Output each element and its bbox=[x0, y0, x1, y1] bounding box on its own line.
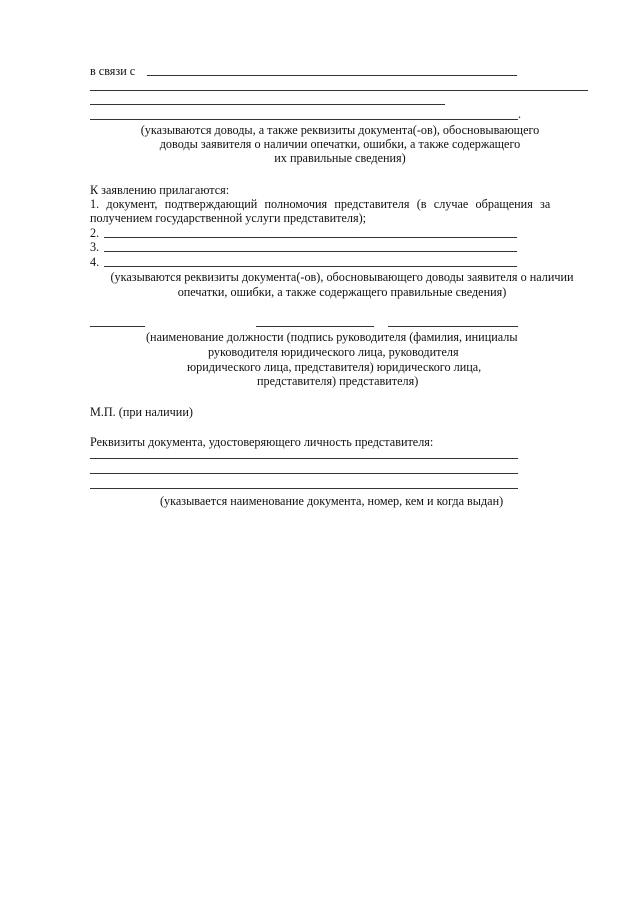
reason-note-line-2: доводы заявителя о наличии опечатки, ошибки, а также содержащего bbox=[159, 137, 521, 151]
attachments-note-line-2: опечатки, ошибки, а также содержащего правильные сведения) bbox=[177, 285, 507, 299]
identity-line-3 bbox=[90, 488, 518, 489]
signature-note-line-2: руководителя юридического лица, руководителя bbox=[208, 345, 459, 359]
attachments-note-line-1: (указываются реквизиты документа(-ов), обосновывающего доводы заявителя о наличии bbox=[110, 270, 574, 284]
reason-line-2 bbox=[90, 90, 588, 91]
full-name-line bbox=[388, 326, 518, 327]
attachment-item-4-label: 4. bbox=[90, 255, 100, 269]
identity-note: (указывается наименование документа, номер, кем и когда выдан) bbox=[160, 494, 504, 508]
reason-line-4 bbox=[90, 119, 518, 120]
attachments-heading: К заявлению прилагаются: bbox=[90, 183, 230, 197]
attachment-item-1-line-1: 1. документ, подтверждающий полномочия представителя (в случае обращения за bbox=[90, 197, 551, 211]
reason-note-line-1: (указываются доводы, а также реквизиты документа(-ов), обосновывающего bbox=[140, 123, 540, 137]
attachment-item-2-label: 2. bbox=[90, 226, 100, 240]
stamp-text: М.П. (при наличии) bbox=[90, 405, 193, 419]
signature-note-line-1: (наименование должности (подпись руководителя (фамилия, инициалы bbox=[146, 330, 518, 344]
identity-heading: Реквизиты документа, удостоверяющего личность представителя: bbox=[90, 435, 434, 449]
attachment-item-3-label: 3. bbox=[90, 240, 100, 254]
attachment-item-1-line-2: получением государственной услуги представителя); bbox=[90, 211, 367, 225]
reason-label: в связи с bbox=[90, 64, 136, 78]
reason-line-1 bbox=[147, 75, 517, 76]
position-line bbox=[90, 326, 145, 327]
attachment-item-2-line bbox=[104, 237, 517, 238]
reason-note-line-3: их правильные сведения) bbox=[274, 151, 406, 165]
signature-note-line-4: представителя) представителя) bbox=[257, 374, 419, 388]
attachment-item-3-line bbox=[104, 251, 517, 252]
signature-line bbox=[256, 326, 374, 327]
attachment-item-4-line bbox=[104, 266, 517, 267]
reason-line-3 bbox=[90, 104, 445, 105]
identity-line-2 bbox=[90, 473, 518, 474]
signature-note-line-3: юридического лица, представителя) юридического лица, bbox=[187, 360, 482, 374]
reason-end-punct: . bbox=[518, 107, 522, 121]
identity-line-1 bbox=[90, 458, 518, 459]
